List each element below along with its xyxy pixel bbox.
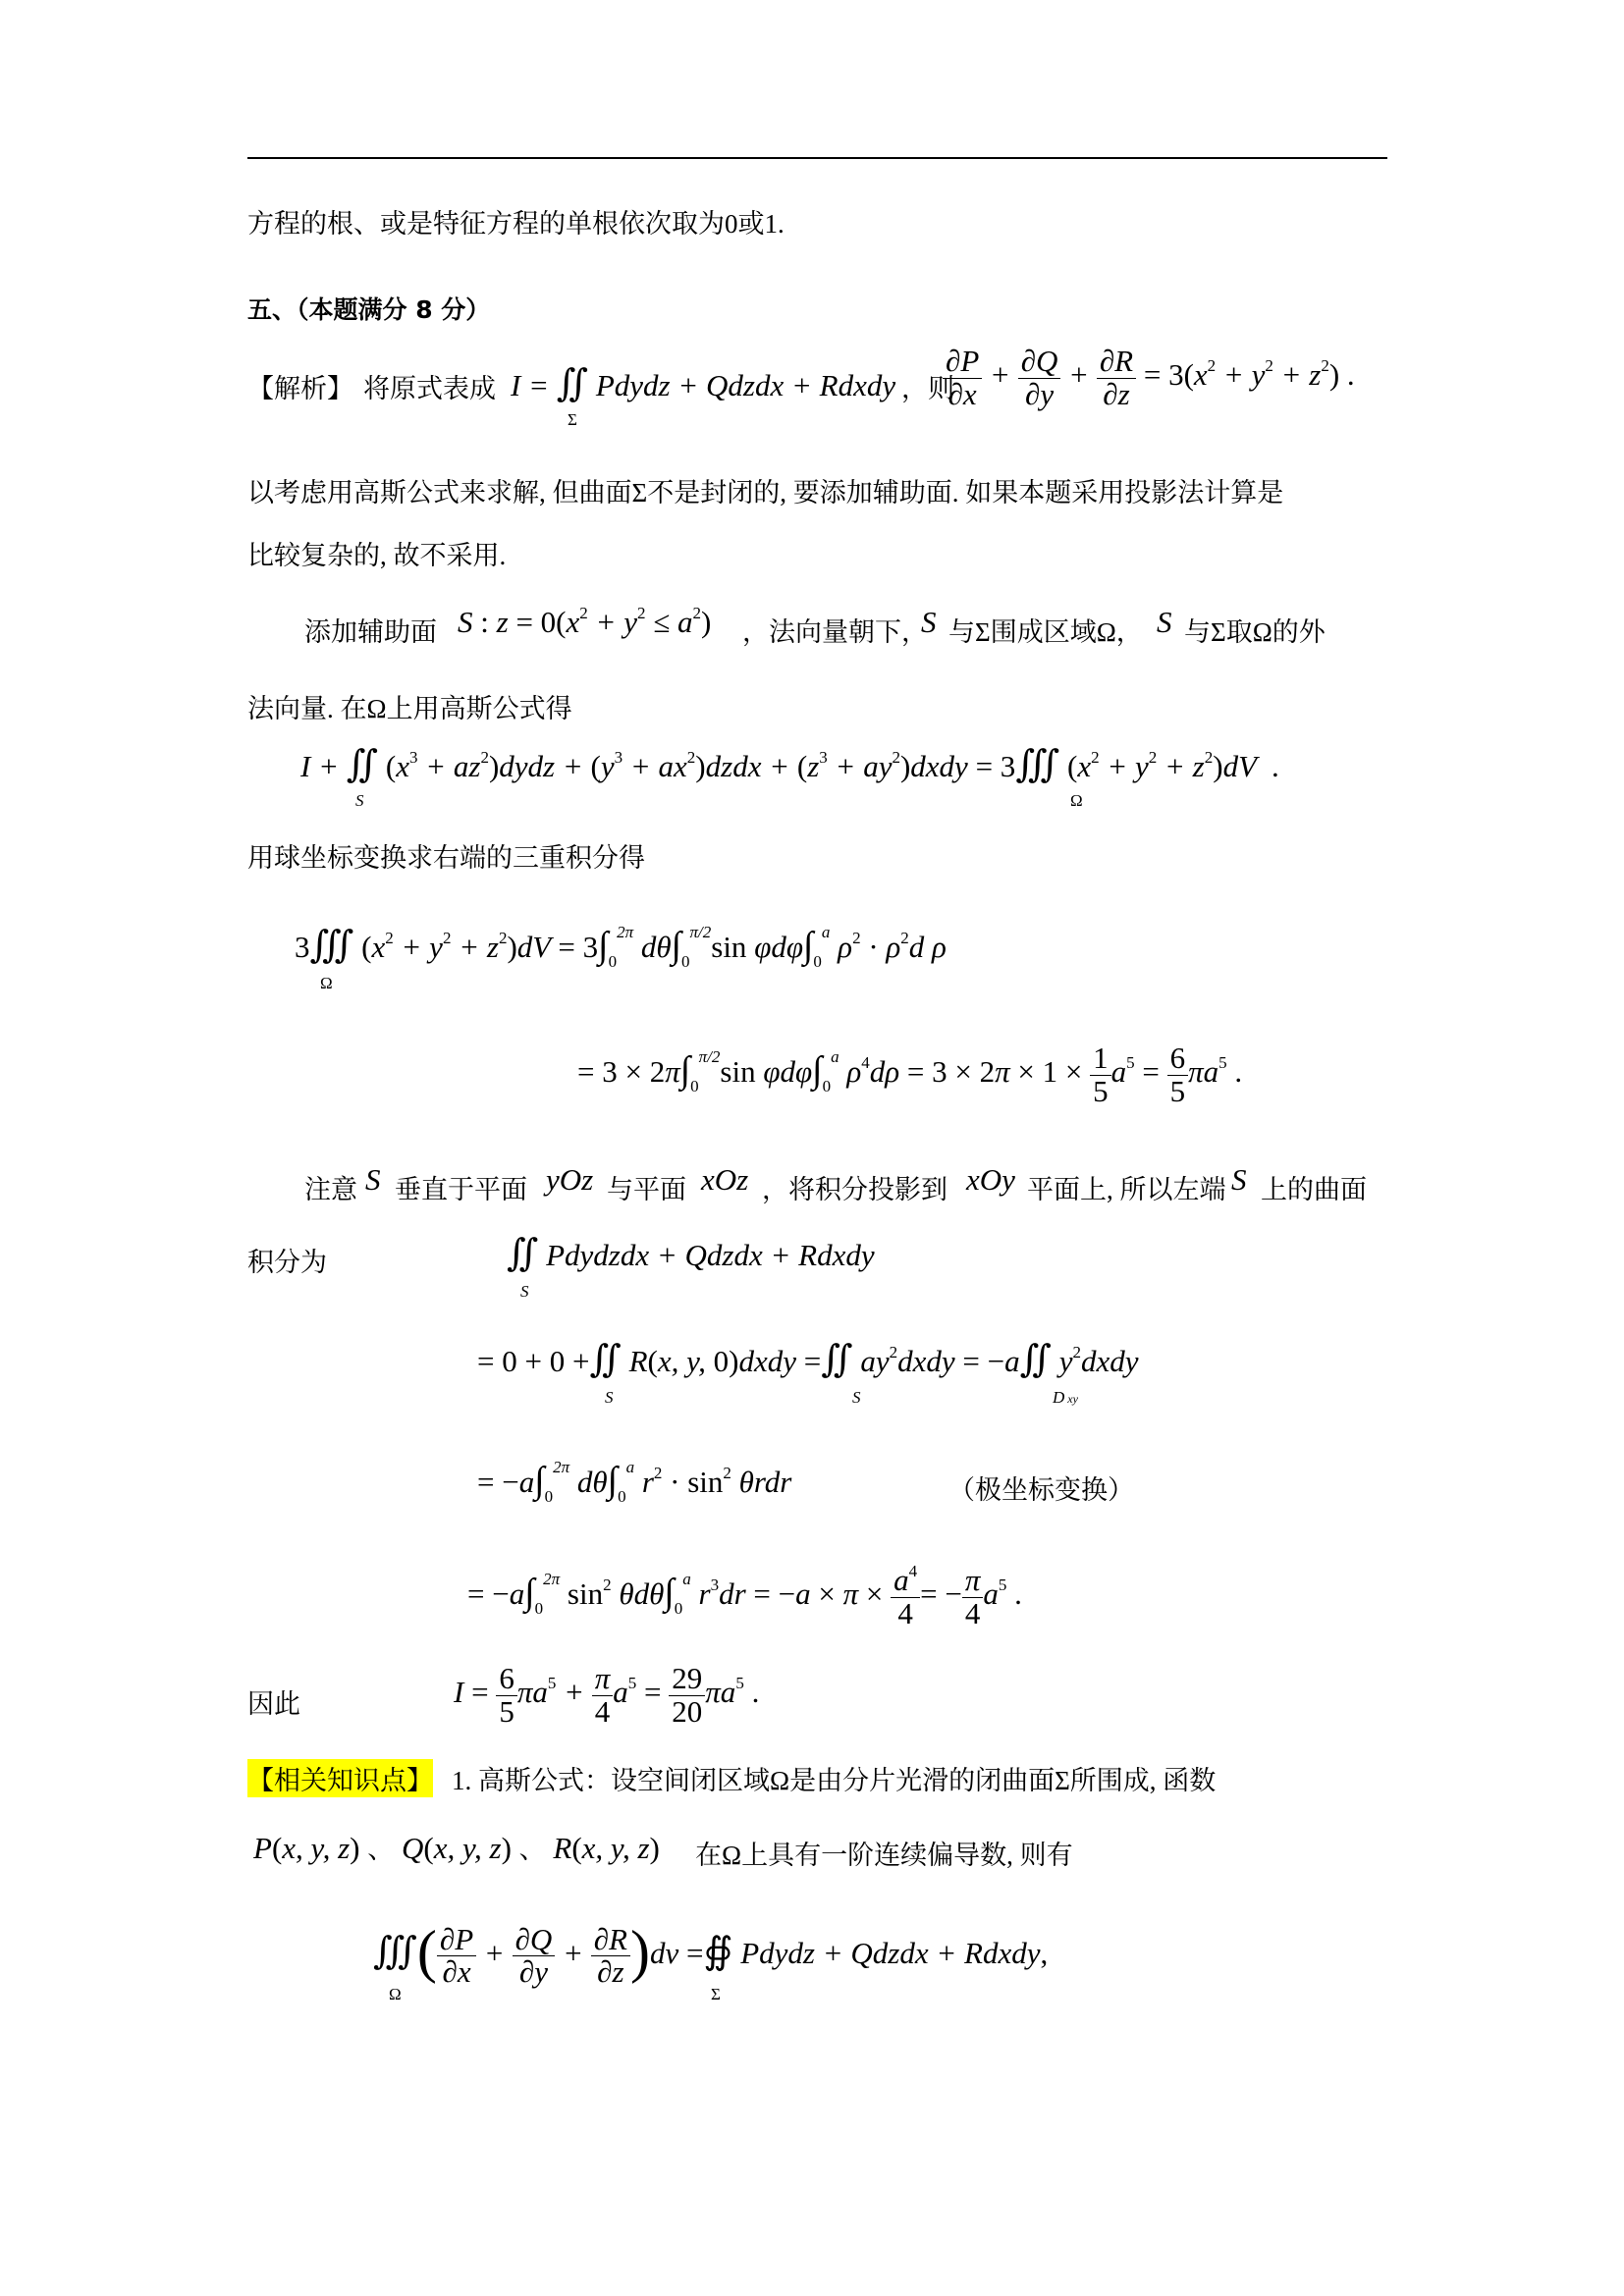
s-subscript-3: S — [605, 1388, 614, 1407]
formula-surface-2: = 0 + 0 +∬ R(x, y, 0)dxdy =∬ $ay^2dxdy$ = −a∬ $y^2dxdy$ — [477, 1339, 1139, 1380]
symbol-yoz: yOz — [546, 1162, 594, 1197]
formula-surface-3: = $-a\int_0^{2\pi}$ $d\theta\int_0^a$ $r^2 \cdot \sin^2 \theta rdr$ — [477, 1458, 792, 1506]
omega-subscript-3: Ω — [389, 1985, 402, 2003]
s-subscript-2: S — [520, 1282, 529, 1301]
s-subscript-1: S — [355, 791, 364, 810]
sigma-subscript-2: Σ — [711, 1985, 721, 2003]
paragraph-3: 用球坐标变换求右端的三重积分得 — [247, 843, 645, 873]
section-title: 五、（本题满分 8 分） — [247, 295, 491, 324]
analysis-then: ，则 — [901, 374, 954, 403]
symbol-xoz: xOz — [701, 1162, 749, 1197]
omega-subscript-2: Ω — [320, 974, 333, 992]
formula-gauss-general: ∭( $\frac{\partial P}{\partial x}$ + $\frac{\partial Q}{\partial y}$ + $\frac{\partial R}{\partial z}$ )dv =∯ Pdydz + Qdzdx + Rdxdy, — [373, 1919, 1049, 1990]
symbol-s-3: S — [365, 1162, 381, 1197]
omega-subscript-1: Ω — [1070, 791, 1083, 810]
analysis-label: 【解析】 — [247, 374, 353, 403]
analysis-intro: 将原式表成 — [363, 374, 496, 403]
text-line-1: 方程的根、或是特征方程的单根依次取为0或1. — [247, 209, 785, 239]
therefore-label: 因此 — [247, 1689, 300, 1719]
symbol-s-1: S — [921, 605, 937, 639]
symbol-xoy: xOy — [966, 1162, 1015, 1197]
sigma-subscript: Σ — [568, 410, 577, 429]
symbol-s-4: S — [1231, 1162, 1247, 1197]
paragraph-4-e: 平面上, 所以左端 — [1027, 1175, 1226, 1204]
paragraph-4-b: 垂直于平面 — [395, 1175, 527, 1204]
related-knowledge-text-b: 在Ω上具有一阶连续偏导数, 则有 — [695, 1841, 1073, 1870]
formula-result: I = $\frac{6}{5}$ $\pi a^5$ + $\frac{\pi}{4}$ $a^5$ = $\frac{29}{20}$ $\pi a^5$ . — [454, 1661, 760, 1729]
paragraph-2-line-2: 法向量. 在Ω上用高斯公式得 — [247, 694, 572, 723]
formula-divergence: $\frac{\partial P}{\partial x}$ + $\frac{\partial Q}{\partial y}$ + $\frac{\partial R}{\partial z}$ = $3(x^2 + y^2 + z^2)$ . — [943, 346, 1355, 410]
formula-i-definition: I = ∬ Pdydz + Qdzdx + Rdxdy — [511, 363, 896, 404]
formula-surface-1: ∬ Pdydzdx + Qdzdx + Rdxdy — [507, 1233, 875, 1274]
paragraph-4-f: 上的曲面 — [1261, 1175, 1367, 1204]
paragraph-2-b: ，法向量朝下， — [742, 617, 928, 647]
formula-surface-4: = $-a\int_0^{2\pi}$ $\sin^2 \theta d\theta\int_0^a$ $r^3dr = -a \times \pi$ × $\frac{a^4}{4}$ = − $\frac{\pi}{4}$ $a^5$ . — [467, 1562, 1022, 1630]
paragraph-2-d: 与Σ取Ω的外 — [1184, 617, 1326, 647]
polar-note: （极坐标变换） — [948, 1475, 1134, 1505]
paragraph-1-line-1: 以考虑用高斯公式来求解, 但曲面Σ不是封闭的, 要添加辅助面. 如果本题采用投影法计算是 — [247, 478, 1284, 507]
formula-pqr-functions: P(x, y, z) 、 Q(x, y, z) 、 R(x, y, z) — [253, 1831, 660, 1865]
formula-gauss-applied: I + ∬ ($x^3$ + $az^2)dydz + (y^3$ + $ax^2)dzdx + (z^3$ + $ay^2)dxdy$ = 3∭ $(x^2 + y^2 + z^2)dV$ . — [300, 744, 1279, 785]
paragraph-2-a: 添加辅助面 — [304, 617, 437, 647]
paragraph-2-c: 与Σ围成区域Ω， — [948, 617, 1143, 647]
formula-spherical-2: = $3 \times 2\pi\int_0^{\pi/2}\sin$ $\varphi d\varphi\int_0^a$ $\rho^4d\rho = 3 \times 2\pi \times 1$ × $\frac{1}{5}$ $a^5$ = $\frac{6}{5}$ $\pi a^5$ . — [577, 1041, 1243, 1108]
paragraph-1-line-2: 比较复杂的, 故不采用. — [247, 541, 507, 570]
dxy-subscript: D xy — [1053, 1388, 1078, 1407]
formula-spherical-1: 3∭ $(x^2 + y^2 + z^2)dV = 3\int_0^{2\pi}$ $d\theta\int_0^{\pi/2}\sin$ $\varphi d\varphi\int_0^a$ $\rho^2 \cdot \rho^2d$ ρ — [295, 923, 947, 971]
surface-integral-label: 积分为 — [247, 1248, 327, 1277]
formula-aux-surface: S : $z = 0(x^2 + y^2 \le a^2)$ — [458, 604, 712, 639]
related-knowledge-text-a: 1. 高斯公式：设空间闭区域Ω是由分片光滑的闭曲面Σ所围成, 函数 — [452, 1766, 1217, 1795]
s-subscript-4: S — [852, 1388, 861, 1407]
symbol-s-2: S — [1157, 605, 1172, 639]
paragraph-4-c: 与平面 — [607, 1175, 686, 1204]
paragraph-4-d: ，将积分投影到 — [762, 1175, 947, 1204]
paragraph-4-a: 注意 — [304, 1175, 357, 1204]
header-rule — [247, 157, 1387, 159]
related-knowledge-label: 【相关知识点】 — [247, 1759, 433, 1797]
